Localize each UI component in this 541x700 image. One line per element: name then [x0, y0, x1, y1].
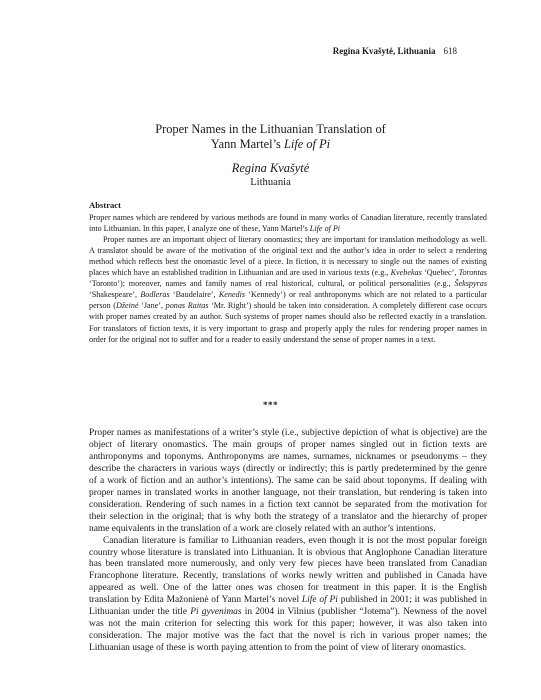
abstract-paragraph-1: [89, 212, 487, 234]
running-head-author: Regina Kvašytė, Lithuania: [332, 46, 436, 56]
abstract-italic-term: Bodleras: [140, 290, 170, 300]
abstract-paragraph-2: [89, 234, 487, 344]
abstract-heading: Abstract: [89, 200, 121, 210]
abstract-text: Proper names are an important object of literary onomastics; they are important for translation methodology as well. A translator should be aware of the motivation of the original text and the author’s idea in order to select a rendering method which reflects best the onomastic level of a piece. In fiction, it is necessary to single out the names of existing places which have an established tradition in Lithuanian and are used in various texts (e.g.,: [89, 235, 487, 278]
section-separator: ***: [263, 400, 278, 410]
abstract-italic-term: Life of Pi: [309, 224, 341, 234]
abstract-text: ‘Jane’,: [138, 301, 166, 311]
page-number: 618: [443, 46, 457, 56]
paper-title-line-2: [0, 137, 541, 152]
abstract-text: ‘Quebec’,: [421, 268, 459, 278]
abstract-italic-term: Šekspyras: [454, 279, 487, 289]
abstract-text: ‘Baudelaire’,: [169, 290, 219, 300]
running-head: [333, 46, 457, 56]
body-text-span: published in 2001; it was published in Lithuanian under the title: [89, 595, 488, 618]
body-text-span: in 2004 in Vilnius (publisher “Jotema”). Newness of the novel was not the main criterion for selecting this work for this paper; however, it was also taken into consideration. The major motive was the fact that the novel is rich in various proper names; the Lithuanian usage of these is worth paying attention to from the point of view of literary onomastics.: [89, 607, 487, 654]
title-block: [0, 122, 541, 189]
paper-title-line-1: Proper Names in the Lithuanian Translation of: [155, 122, 386, 136]
abstract-text: ‘Shakespeare’,: [89, 290, 141, 300]
author-affiliation: Lithuania: [250, 177, 291, 188]
body-italic-title: Pi gyvenimas: [190, 607, 242, 618]
body-paragraph-2: [89, 536, 487, 656]
author-name: Regina Kvašytė: [231, 161, 310, 175]
abstract-section: [89, 200, 487, 345]
body-text: [89, 428, 487, 655]
abstract-italic-term: Kenedis: [218, 290, 245, 300]
abstract-italic-term: Torontas: [458, 268, 487, 278]
title-book-name: Life of Pi: [283, 137, 331, 151]
body-italic-title: Life of Pi: [301, 595, 338, 606]
abstract-text: Proper names which are rendered by various methods are found in many works of Canadian literature, recently translated into Lithuanian. In this paper, I analyze one of these, Yann Martel’s: [89, 213, 487, 234]
title-prefix: Yann Martel’s: [210, 137, 284, 151]
abstract-italic-term: ponas Raitas: [165, 301, 209, 311]
abstract-text: ‘Mr. Right’) should be taken into consideration. A completely different case occurs with proper names created by an author. Such systems of proper names should also be reflected exactly in a translation. For translators of fiction texts, it is very important to grasp and properly apply the rules for rendering proper names in order for the original not to suffer and for a reader to easily understand the sense of proper names in a text.: [89, 301, 487, 344]
body-paragraph-1: Proper names as manifestations of a writer’s style (i.e., subjective depiction of what is objective) are the object of literary onomastics. The main groups of proper names singled out in fiction texts are anthroponyms and toponyms. Anthroponyms are names, surnames, nicknames or pseudonyms – they describe the characters in various ways (directly or indirectly; this is partly predetermined by the genre of a work of fiction and an author’s intentions). The same can be said about toponyms. If dealing with proper names in translated works in another language, not their translation, but rendering is taken into consideration. Rendering of such names in a fiction text cannot be separated from the motivation for their selection in the original; that is why both the strategy of a translator and the hierarchy of proper name equivalents in the translation of a work are closely related with an author’s intentions.: [89, 428, 487, 534]
abstract-italic-term: Kvebekas: [390, 268, 422, 278]
abstract-italic-term: Džeinė: [115, 301, 139, 311]
abstract-text: ‘Toronto’); moreover, names and family names of real historical, cultural, or political personalities (e.g.,: [89, 279, 455, 289]
abstract-text: ‘Kennedy’) or real anthroponyms which are not related to a particular person (: [89, 290, 487, 311]
body-text-span: Canadian literature is familiar to Lithuanian readers, even though it is not the most popular foreign country whose literature is translated into Lithuanian. It is obvious that Anglophone Canadian literature has been translated more numerously, and only very few pieces have been translated from Canadian Francophone literature. Recently, translations of works newly written and published in Canada have appeared as well. One of the latter ones was chosen for treatment in this paper. It is the English translation by Edita Mažonienė of Yann Martel’s novel: [89, 535, 487, 606]
